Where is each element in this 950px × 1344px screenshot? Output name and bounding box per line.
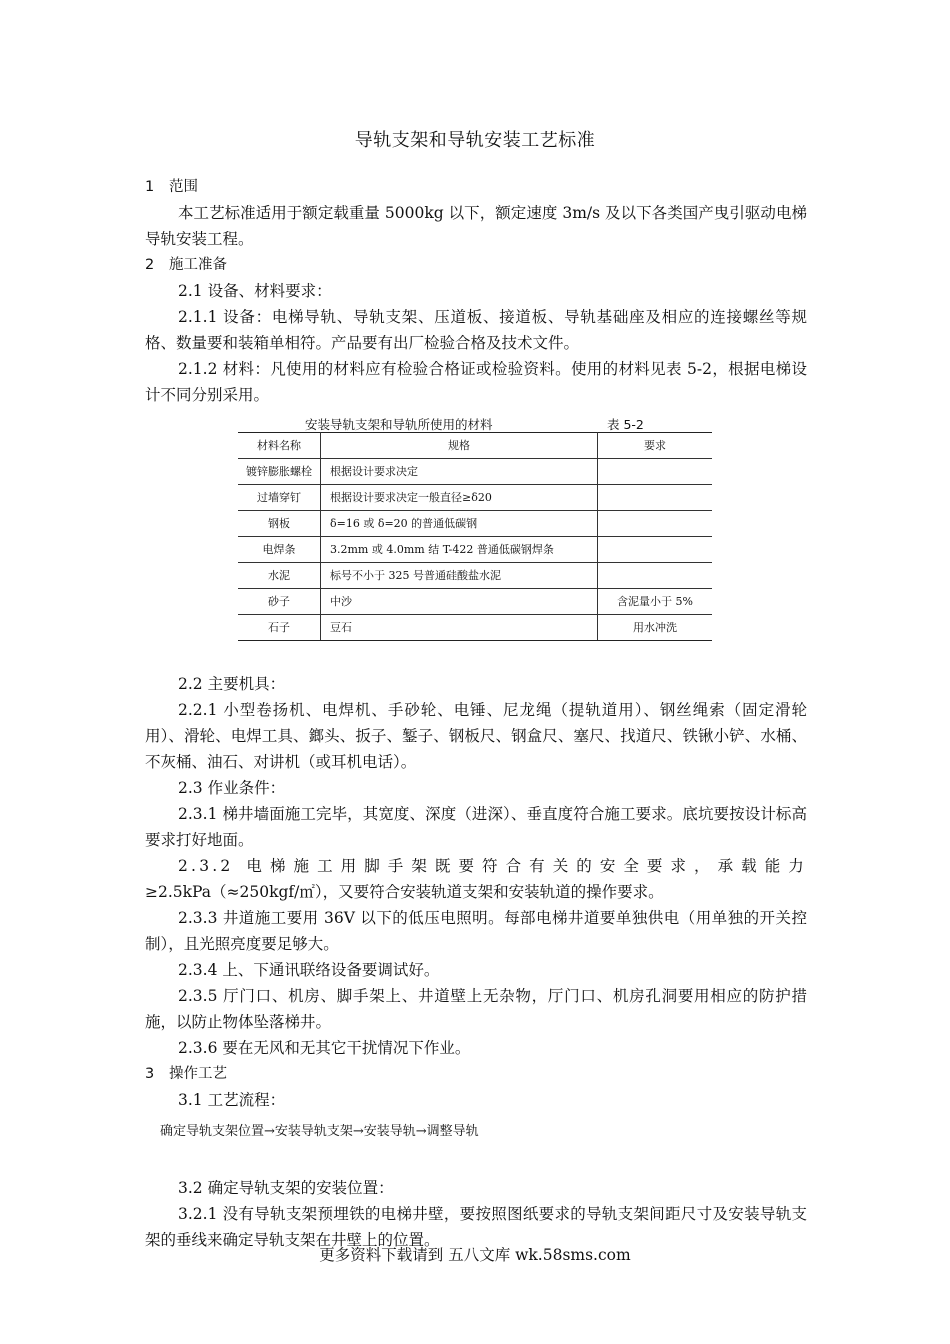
table-cell [598,511,713,537]
section-number: 1 [145,179,155,195]
paragraph-2-3-4: 2.3.4 上、下通讯联络设备要调试好。 [178,961,440,979]
paragraph-2-1-1: 2.1.1 设备：电梯导轨、导轨支架、压道板、接道板、导轨基础座及相应的连接螺丝等规格、数量要和装箱单相符。产品要有出厂检验合格及技术文件。 [145,308,807,352]
paragraph-3-2: 3.2 确定导轨支架的安装位置： [178,1179,394,1197]
materials-table [238,432,712,641]
table-cell [598,485,713,511]
table-cell: 根据设计要求决定一般直径≥δ20 [321,485,598,511]
paragraph-2-3-2-line2: ≥2.5kPa（≈250kgf/㎡），又要符合安装轨道支架和安装轨道的操作要求。 [145,883,664,901]
section-3-heading [145,1061,807,1087]
paragraph-2-3-2-line1: 2.3.2 电梯施工用脚手架既要符合有关的安全要求，承载能力 [178,857,807,875]
spacer [145,1145,807,1175]
table-caption-number: 表 5-2 [607,417,644,432]
table-cell: 标号不小于 325 号普通硅酸盐水泥 [321,563,598,589]
section-1-heading [145,174,807,200]
document-title: 导轨支架和导轨安装工艺标准 [354,130,596,151]
paragraph-2-3-3: 2.3.3 井道施工要用 36V 以下的低压电照明。每部电梯井道要单独供电（用单独的开关控制），且光照亮度要足够大。 [145,909,807,953]
table-cell: 3.2mm 或 4.0mm 结 T-422 普通低碳钢焊条 [321,537,598,563]
table-cell [598,537,713,563]
table-cell: 镀锌膨胀螺栓 [238,459,321,485]
section-number: 3 [145,1066,155,1082]
paragraph-3-1: 3.1 工艺流程： [178,1091,286,1109]
section-title: 范围 [169,179,198,195]
process-flow: 确定导轨支架位置→安装导轨支架→安装导轨→调整导轨 [160,1124,479,1139]
table-header-cell: 要求 [598,433,713,459]
table-cell [598,563,713,589]
table-cell: 过墙穿钉 [238,485,321,511]
table-row [238,459,712,485]
table-header-cell: 材料名称 [238,433,321,459]
table-cell: 豆石 [321,615,598,641]
paragraph-2-1: 2.1 设备、材料要求： [178,282,332,300]
table-row [238,589,712,615]
paragraph-2-2-1: 2.2.1 小型卷扬机、电焊机、手砂轮、电锤、尼龙绳（提轨道用）、钢丝绳索（固定滑轮用）、滑轮、电焊工具、鎯头、扳子、錾子、钢板尺、钢盒尺、塞尺、找道尺、铁锹小铲、水桶、不灰桶、油石、对讲机（或耳机电话）。 [145,701,807,771]
paragraph-2-2: 2.2 主要机具： [178,675,286,693]
table-row [238,615,712,641]
table-cell: 用水冲洗 [598,615,713,641]
table-cell: 根据设计要求决定 [321,459,598,485]
spacer [145,641,807,671]
table-caption-title: 安装导轨支架和导轨所使用的材料 [305,417,493,432]
paragraph-2-3: 2.3 作业条件： [178,779,286,797]
paragraph-2-3-5: 2.3.5 厅门口、机房、脚手架上、井道壁上无杂物，厅门口、机房孔洞要用相应的防护措施，以防止物体坠落梯井。 [145,987,807,1031]
section-title: 施工准备 [169,257,227,273]
table-caption [145,410,807,432]
paragraph-2-3-1: 2.3.1 梯井墙面施工完毕，其宽度、深度（进深）、垂直度符合施工要求。底坑要按设计标高要求打好地面。 [145,805,807,849]
table-cell [598,459,713,485]
table-cell: 水泥 [238,563,321,589]
paragraph-2-1-2: 2.1.2 材料：凡使用的材料应有检验合格证或检验资料。使用的材料见表 5-2，根据电梯设计不同分别采用。 [145,360,807,404]
section-number: 2 [145,257,155,273]
table-row [238,511,712,537]
table-cell: 石子 [238,615,321,641]
table-row [238,485,712,511]
table-cell: 钢板 [238,511,321,537]
table-header-cell: 规格 [321,433,598,459]
table-cell: 含泥量小于 5% [598,589,713,615]
table-cell: 中沙 [321,589,598,615]
footer-note: 更多资料下载请到 五八文库 wk.58sms.com [319,1246,631,1264]
table-row [238,563,712,589]
table-cell: δ=16 或 δ=20 的普通低碳钢 [321,511,598,537]
table-cell: 砂子 [238,589,321,615]
paragraph-2-3-6: 2.3.6 要在无风和无其它干扰情况下作业。 [178,1039,471,1057]
section-title: 操作工艺 [169,1066,227,1082]
table-cell: 电焊条 [238,537,321,563]
section-2-heading [145,252,807,278]
paragraph-3-2-1: 3.2.1 没有导轨支架预埋铁的电梯井壁，要按照图纸要求的导轨支架间距尺寸及安装导轨支架的垂线来确定导轨支架在井壁上的位置。 [145,1205,807,1249]
table-row [238,537,712,563]
document-body [145,174,807,1253]
paragraph-scope: 本工艺标准适用于额定载重量 5000kg 以下，额定速度 3m/s 及以下各类国产曳引驱动电梯导轨安装工程。 [145,204,807,248]
